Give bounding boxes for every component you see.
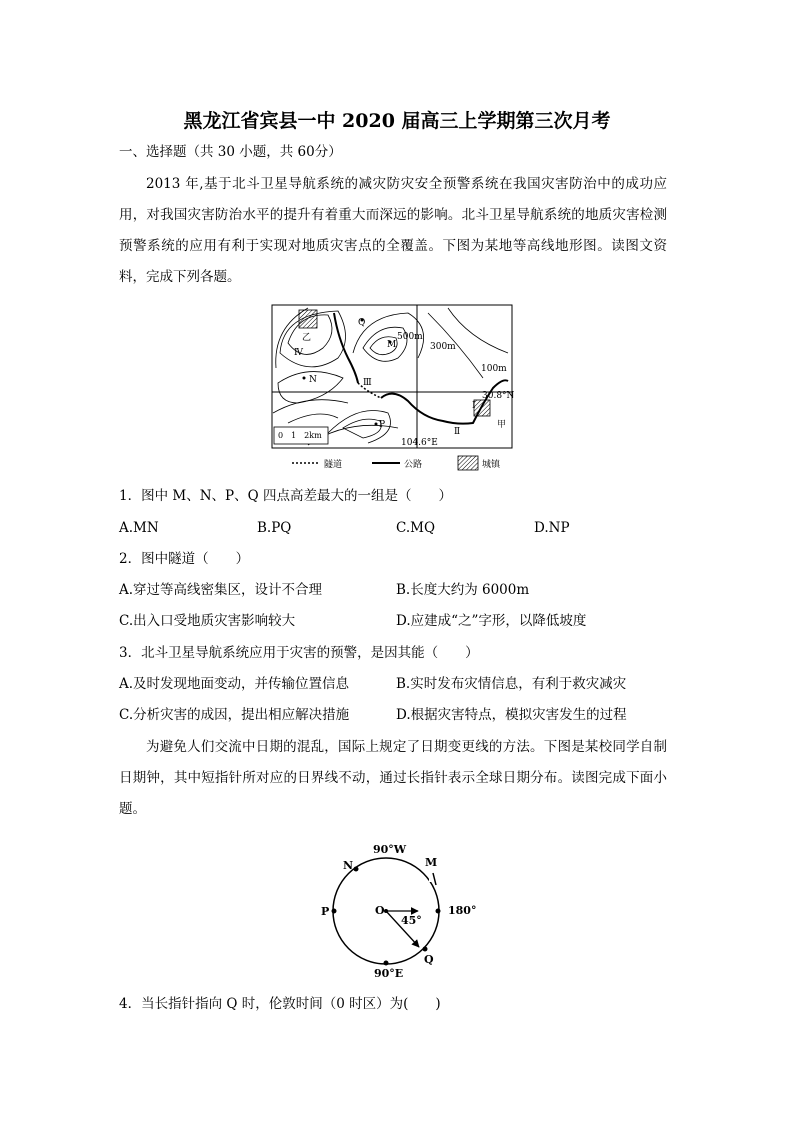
intro-paragraph-1: 2013 年,基于北斗卫星导航系统的减灾防灾安全预警系统在我国灾害防治中的成功应用，对我国灾害防治水平的提升有着重大而深远的影响。北斗卫星导航系统的地质灾害检测预警系统的应用有利于实现对地质灾害点的全覆盖。下图为某地等高线地形图。读图文资料，完成下列各题。 [119,176,667,285]
label-180: 180° [448,904,477,917]
label-iii: Ⅲ [363,378,372,388]
label-q: Q [424,953,434,966]
label-lat: 30.8°N [482,391,515,401]
label-yi: 乙 [302,333,312,343]
q3-option-c: C.分析灾害的成因，提出相应解决措施 [119,707,350,723]
label-iv: Ⅳ [294,348,303,358]
legend-town-label: 城镇 [482,460,501,470]
q2-option-b: B.长度大约为 6000m [396,582,530,598]
label-lon: 104.6°E [401,438,438,448]
label-300m: 300m [430,342,456,352]
point-p-marker [375,423,378,426]
label-90e: 90°E [374,967,404,980]
section-heading: 一、选择题（共 30 小题，共 60分） [119,144,342,160]
q1-option-d: D.NP [534,520,570,536]
label-p: P [379,420,386,430]
label-m: M [425,856,438,869]
q3-option-d: D.根据灾害特点，模拟灾害发生的过程 [396,707,627,723]
q4-stem: 4．当长指针指向 Q 时，伦敦时间（0 时区）为( ) [119,996,441,1012]
point-180-marker [436,909,441,914]
point-q-marker [423,947,428,952]
town-jia-icon [474,400,490,416]
label-i: Ⅰ [472,401,476,411]
q2-option-d: D.应建成“之”字形，以降低坡度 [396,613,587,629]
map-legend [292,456,501,470]
q1-option-a: A.MN [119,520,159,536]
page-title: 黑龙江省宾县一中 2020 届高三上学期第三次月考 [183,110,611,132]
label-m: M [387,340,397,350]
intro-paragraph-2: 为避免人们交流中日期的混乱，国际上规定了日期变更线的方法。下图是某校同学自制日期钟，其中短指针所对应的日界线不动，通过长指针表示全球日期分布。读图完成下面小题。 [119,739,667,817]
q1-option-c: C.MQ [396,520,436,536]
label-p: P [321,905,330,918]
q2-option-a: A.穿过等高线密集区，设计不合理 [119,582,323,598]
point-p-marker [332,909,337,914]
contour-map-figure [268,303,516,475]
point-n-marker [303,377,306,380]
point-90e-marker [384,961,389,966]
q2-option-c: C.出入口受地质灾害影响较大 [119,613,296,629]
label-90w: 90°W [373,843,407,856]
label-ii: Ⅱ [454,427,461,437]
legend-tunnel-label: 隧道 [324,460,343,470]
label-angle: 45° [401,914,422,927]
label-o: O [375,904,385,917]
q2-stem: 2．图中隧道（ ） [119,551,250,567]
legend-road-label: 公路 [404,460,423,470]
label-n: N [343,859,354,872]
q3-stem: 3．北斗卫星导航系统应用于灾害的预警，是因其能（ ） [119,645,479,661]
label-100m: 100m [481,364,507,374]
q1-option-b: B.PQ [257,520,292,536]
label-jia: 甲 [497,420,507,430]
scale-label: 0 1 2km [278,431,322,440]
label-500m: 500m [397,332,423,342]
town-yi-icon [299,310,317,328]
q3-option-a: A.及时发现地面变动，并传输位置信息 [119,676,350,692]
point-n-marker [354,867,359,872]
label-q: Q [358,318,366,328]
q1-stem: 1．图中 M、N、P、Q 四点高差最大的一组是（ ） [119,488,452,504]
q3-option-b: B.实时发布灾情信息，有利于救灾减灾 [396,676,627,692]
date-clock-figure [316,838,482,980]
label-n: N [309,375,317,385]
legend-town-icon [458,456,478,470]
